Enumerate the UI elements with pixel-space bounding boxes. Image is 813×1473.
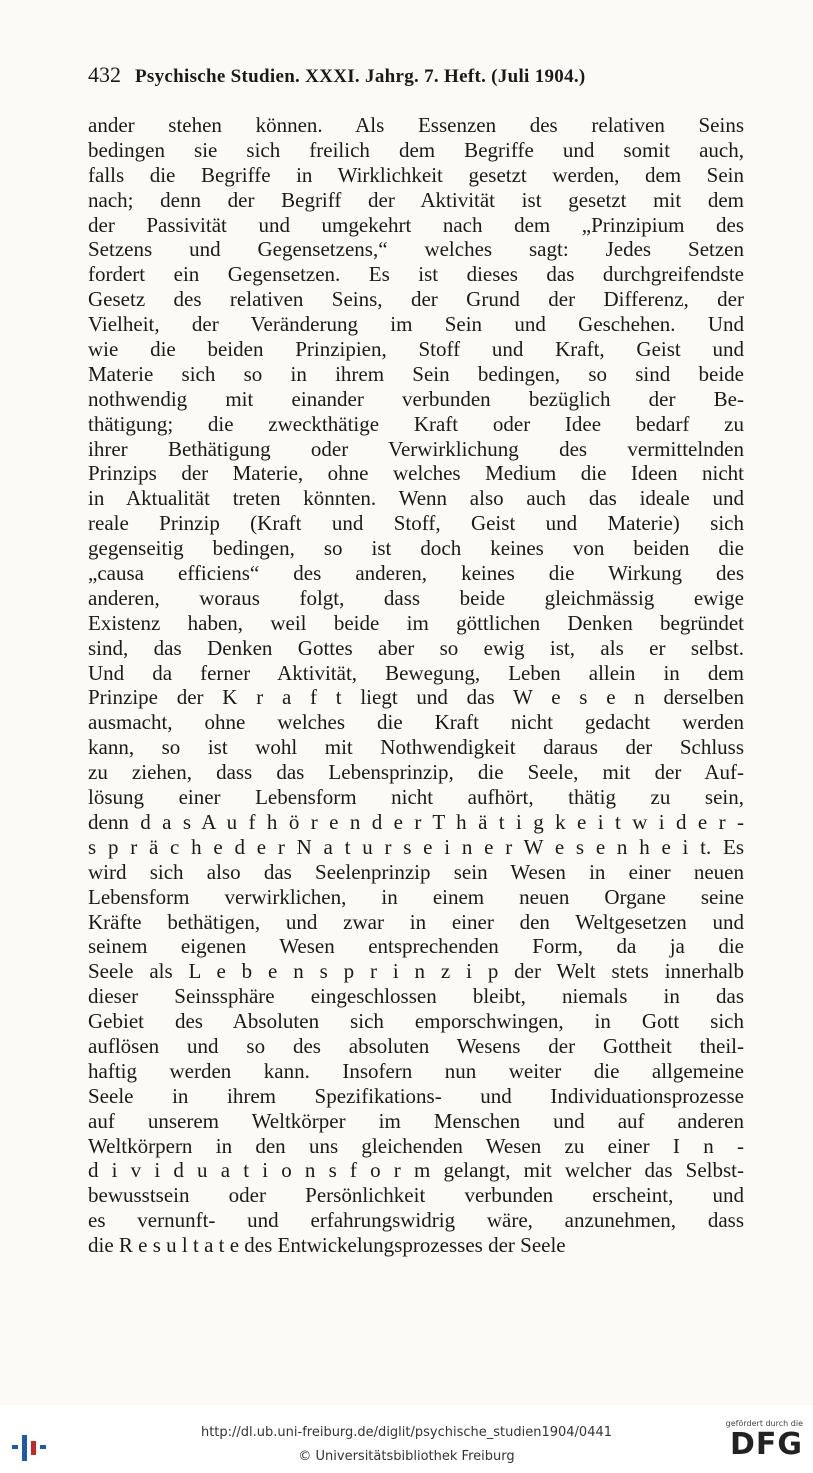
text-line: Vielheit, der Veränderung im Sein und Geschehen. Und: [88, 312, 744, 337]
text-line: Setzens und Gegensetzens,“ welches sagt: Jedes Setzen: [88, 237, 744, 262]
source-url-link[interactable]: http://dl.ub.uni-freiburg.de/diglit/psychische_studien1904/0441: [200, 1425, 613, 1440]
text-line: bewusstsein oder Persönlichkeit verbunden erscheint, und: [88, 1183, 744, 1208]
text-line: gegenseitig bedingen, so ist doch keines von beiden die: [88, 536, 744, 561]
viewer-footer: [0, 1405, 813, 1473]
text-line: in Aktualität treten könnten. Wenn also auch das ideale und: [88, 486, 744, 511]
text-line: bedingen sie sich freilich dem Begriffe und somit auch,: [88, 137, 744, 162]
dfg-logo: [713, 1419, 803, 1469]
page-number: 432: [88, 62, 121, 87]
text-line: anderen, woraus folgt, dass beide gleichmässig ewige: [88, 585, 744, 610]
text-line: sind, das Denken Gottes aber so ewig ist, als er selbst.: [88, 635, 744, 660]
text-line: auf unserem Weltkörper im Menschen und auf anderen: [88, 1108, 744, 1133]
text-line: kann, so ist wohl mit Nothwendigkeit daraus der Schluss: [88, 735, 744, 760]
text-line: seinem eigenen Wesen entsprechenden Form, da ja die: [88, 934, 744, 959]
text-line: s p r ä c h e d e r N a t u r s e i n e r W e s e n h e i t. Es: [88, 834, 744, 859]
text-line: wird sich also das Seelenprinzip sein Wesen in einer neuen: [88, 859, 744, 884]
body-text: [88, 113, 744, 1258]
text-line: „causa efficiens“ des anderen, keines die Wirkung des: [88, 561, 744, 586]
text-line: nach; denn der Begriff der Aktivität ist gesetzt mit dem: [88, 187, 744, 212]
text-line: der Passivität und umgekehrt nach dem „Prinzipium des: [88, 212, 744, 237]
text-line: Lebensform verwirklichen, in einem neuen Organe seine: [88, 884, 744, 909]
text-line: nothwendig mit einander verbunden bezüglich der Be-: [88, 386, 744, 411]
text-line: Gesetz des relativen Seins, der Grund der Differenz, der: [88, 287, 744, 312]
text-line: ander stehen können. Als Essenzen des relativen Seins: [88, 113, 744, 137]
text-line: lösung einer Lebensform nicht aufhört, thätig zu sein,: [88, 785, 744, 810]
text-line: es vernunft- und erfahrungswidrig wäre, anzunehmen, dass: [88, 1208, 744, 1233]
text-line: falls die Begriffe in Wirklichkeit gesetzt werden, dem Sein: [88, 162, 744, 187]
text-line: Kräfte bethätigen, und zwar in einer den Weltgesetzen und: [88, 909, 744, 934]
text-line: Weltkörpern in den uns gleichenden Wesen zu einer I n -: [88, 1133, 744, 1158]
copyright-notice: © Universitätsbibliothek Freiburg: [298, 1449, 515, 1464]
text-line: wie die beiden Prinzipien, Stoff und Kraft, Geist und: [88, 337, 744, 362]
running-header: [88, 62, 748, 92]
text-line: Seele als L e b e n s p r i n z i p der Welt stets innerhalb: [88, 959, 744, 984]
text-line: die R e s u l t a t e des Entwickelungsprozesses der Seele: [88, 1233, 566, 1258]
text-line: Existenz haben, weil beide im göttlichen Denken begründet: [88, 610, 744, 635]
text-line: d i v i d u a t i o n s f o r m gelangt, mit welcher das Selbst-: [88, 1158, 744, 1183]
text-line: ausmacht, ohne welches die Kraft nicht gedacht werden: [88, 710, 744, 735]
dfg-logo-icon: DFG: [729, 1427, 803, 1462]
text-line: fordert ein Gegensetzen. Es ist dieses das durchgreifendste: [88, 262, 744, 287]
text-line: Prinzips der Materie, ohne welches Medium die Ideen nicht: [88, 461, 744, 486]
text-line: Prinzipe der K r a f t liegt und das W e s e n derselben: [88, 685, 744, 710]
text-line: denn d a s A u f h ö r e n d e r T h ä t i g k e i t w i d e r -: [88, 809, 744, 834]
text-line: Und da ferner Aktivität, Bewegung, Leben allein in dem: [88, 660, 744, 685]
text-line: haftig werden kann. Insofern nun weiter die allgemeine: [88, 1058, 744, 1083]
text-line: Materie sich so in ihrem Sein bedingen, so sind beide: [88, 361, 744, 386]
text-line: Seele in ihrem Spezifikations- und Individuationsprozesse: [88, 1083, 744, 1108]
journal-title: Psychische Studien. XXXI. Jahrg. 7. Heft. (Juli 1904.): [135, 66, 586, 87]
text-line: dieser Seinssphäre eingeschlossen bleibt, niemals in das: [88, 984, 744, 1009]
text-line: thätigung; die zweckthätige Kraft oder Idee bedarf zu: [88, 411, 744, 436]
text-line: ihrer Bethätigung oder Verwirklichung des vermittelnden: [88, 436, 744, 461]
text-line: Gebiet des Absoluten sich emporschwingen, in Gott sich: [88, 1009, 744, 1034]
dfg-caption: gefördert durch die: [725, 1419, 803, 1428]
text-line: auflösen und so des absoluten Wesens der Gottheit theil-: [88, 1033, 744, 1058]
text-line: zu ziehen, dass das Lebensprinzip, die Seele, mit der Auf-: [88, 760, 744, 785]
text-line: reale Prinzip (Kraft und Stoff, Geist und Materie) sich: [88, 511, 744, 536]
